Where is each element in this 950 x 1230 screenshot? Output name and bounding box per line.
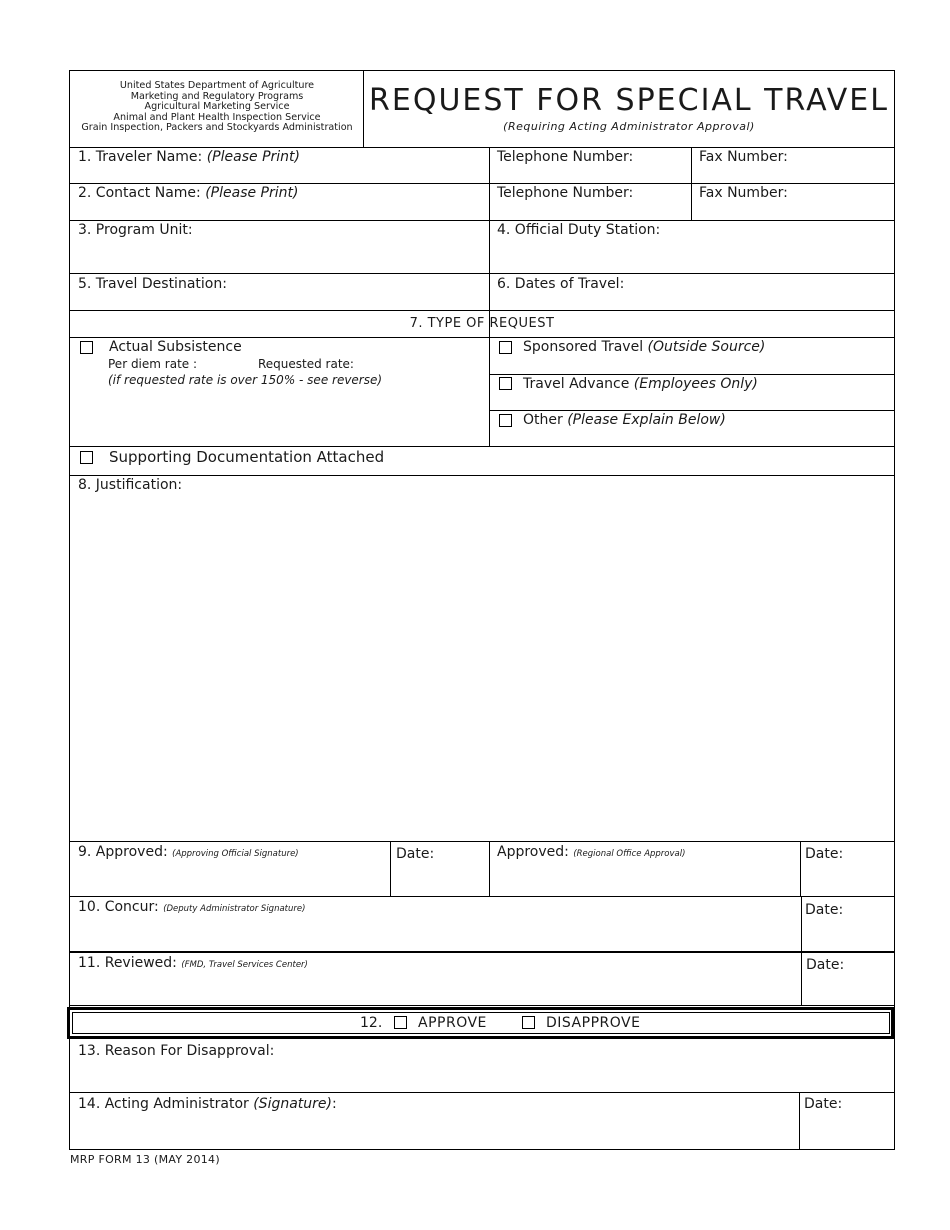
contact-name-text: 2. Contact Name: xyxy=(78,185,206,201)
row-line xyxy=(69,475,895,476)
col-line xyxy=(489,147,490,446)
traveler-name-label xyxy=(78,149,300,165)
program-unit-label: 3. Program Unit: xyxy=(78,222,193,238)
actual-subsistence-label: Actual Subsistence xyxy=(109,339,242,355)
col-line xyxy=(489,841,490,896)
row-line xyxy=(69,310,895,311)
col-line xyxy=(801,896,802,951)
col-line xyxy=(801,952,802,1005)
fax-1-label: Fax Number: xyxy=(699,149,788,165)
row-line xyxy=(69,1005,895,1006)
type-of-request-heading: 7. TYPE OF REQUEST xyxy=(409,316,555,331)
contact-name-label xyxy=(78,185,298,201)
disapprove-label: DISAPPROVE xyxy=(546,1015,641,1031)
approved-2-text: Approved: xyxy=(497,844,574,860)
row-line xyxy=(69,337,895,338)
advance-text: Travel Advance xyxy=(523,376,634,392)
dates-label: 6. Dates of Travel: xyxy=(497,276,625,292)
telephone-1-label: Telephone Number: xyxy=(497,149,634,165)
border-bottom xyxy=(69,1149,895,1150)
approved-2-note: (Regional Office Approval) xyxy=(573,849,686,859)
date-label-1: Date: xyxy=(396,846,435,862)
travel-advance-checkbox[interactable] xyxy=(499,377,512,390)
agency-line: Marketing and Regulatory Programs xyxy=(130,90,304,102)
row-line xyxy=(69,147,895,148)
sponsored-travel-label xyxy=(523,339,765,355)
agency-line: Grain Inspection, Packers and Stockyards Administration xyxy=(81,122,353,134)
acting-admin-tail: : xyxy=(332,1096,337,1112)
agency-line: Animal and Plant Health Inspection Service xyxy=(113,111,321,123)
header-divider xyxy=(363,70,364,147)
travel-advance-label xyxy=(523,376,758,392)
col-line xyxy=(800,841,801,896)
agency-block xyxy=(71,81,363,134)
reason-label: 13. Reason For Disapproval: xyxy=(78,1043,275,1059)
contact-name-note: (Please Print) xyxy=(205,185,299,201)
traveler-name-note: (Please Print) xyxy=(206,149,300,165)
reviewed-label xyxy=(78,955,308,973)
agency-line: United States Department of Agriculture xyxy=(119,80,315,91)
other-checkbox[interactable] xyxy=(499,414,512,427)
approved-1-text: 9. Approved: xyxy=(78,844,173,860)
approved-2-label xyxy=(497,844,685,862)
requested-rate-label: Requested rate: xyxy=(258,357,354,371)
agency-line: Agricultural Marketing Service xyxy=(144,101,290,113)
acting-admin-note: (Signature) xyxy=(253,1096,332,1112)
decision-number: 12. xyxy=(360,1015,383,1031)
approved-1-label xyxy=(78,844,299,862)
row-line xyxy=(69,183,895,184)
disapprove-checkbox[interactable] xyxy=(522,1016,535,1029)
col-line xyxy=(799,1092,800,1149)
actual-subsistence-checkbox[interactable] xyxy=(80,341,93,354)
row-line xyxy=(69,896,895,897)
rate-note: (if requested rate is over 150% - see reverse) xyxy=(108,373,383,387)
date-label-5: Date: xyxy=(804,1096,843,1112)
destination-label: 5. Travel Destination: xyxy=(78,276,227,292)
other-note: (Please Explain Below) xyxy=(567,412,726,428)
sponsored-text: Sponsored Travel xyxy=(523,339,648,355)
row-line xyxy=(69,446,895,447)
col-line xyxy=(390,841,391,896)
form-number: MRP FORM 13 (MAY 2014) xyxy=(70,1153,220,1166)
date-label-2: Date: xyxy=(805,846,844,862)
row-line xyxy=(489,374,895,375)
sponsored-travel-checkbox[interactable] xyxy=(499,341,512,354)
border-right xyxy=(894,70,895,1150)
form-title: REQUEST FOR SPECIAL TRAVEL xyxy=(369,83,889,118)
approve-checkbox[interactable] xyxy=(394,1016,407,1029)
row-line xyxy=(69,273,895,274)
row-line xyxy=(489,410,895,411)
approve-label: APPROVE xyxy=(418,1015,487,1031)
sponsored-note: (Outside Source) xyxy=(647,339,766,355)
row-line xyxy=(69,951,895,953)
other-text: Other xyxy=(523,412,568,428)
acting-admin-label xyxy=(78,1096,337,1112)
row-line xyxy=(69,220,895,221)
border-left xyxy=(69,70,70,1150)
border-top xyxy=(69,70,895,71)
telephone-2-label: Telephone Number: xyxy=(497,185,634,201)
fax-2-label: Fax Number: xyxy=(699,185,788,201)
justification-label: 8. Justification: xyxy=(78,477,183,493)
row-line xyxy=(69,841,895,842)
acting-admin-text: 14. Acting Administrator xyxy=(78,1096,254,1112)
row-line xyxy=(69,1092,895,1093)
duty-station-label: 4. Official Duty Station: xyxy=(497,222,661,238)
reviewed-note: (FMD, Travel Services Center) xyxy=(181,960,308,970)
concur-text: 10. Concur: xyxy=(78,899,164,915)
concur-note: (Deputy Administrator Signature) xyxy=(163,904,306,914)
col-line xyxy=(691,147,692,220)
approved-1-note: (Approving Official Signature) xyxy=(172,849,299,859)
form-subtitle: (Requiring Acting Administrator Approval) xyxy=(503,120,755,133)
date-label-3: Date: xyxy=(805,902,844,918)
supporting-doc-label: Supporting Documentation Attached xyxy=(109,448,385,466)
traveler-name-text: 1. Traveler Name: xyxy=(78,149,207,165)
advance-note: (Employees Only) xyxy=(633,376,758,392)
justification-area[interactable] xyxy=(71,496,893,839)
concur-label xyxy=(78,899,305,917)
supporting-doc-checkbox[interactable] xyxy=(80,451,93,464)
other-label xyxy=(523,412,726,428)
date-label-4: Date: xyxy=(806,957,845,973)
reviewed-text: 11. Reviewed: xyxy=(78,955,182,971)
per-diem-label: Per diem rate : xyxy=(108,357,198,371)
